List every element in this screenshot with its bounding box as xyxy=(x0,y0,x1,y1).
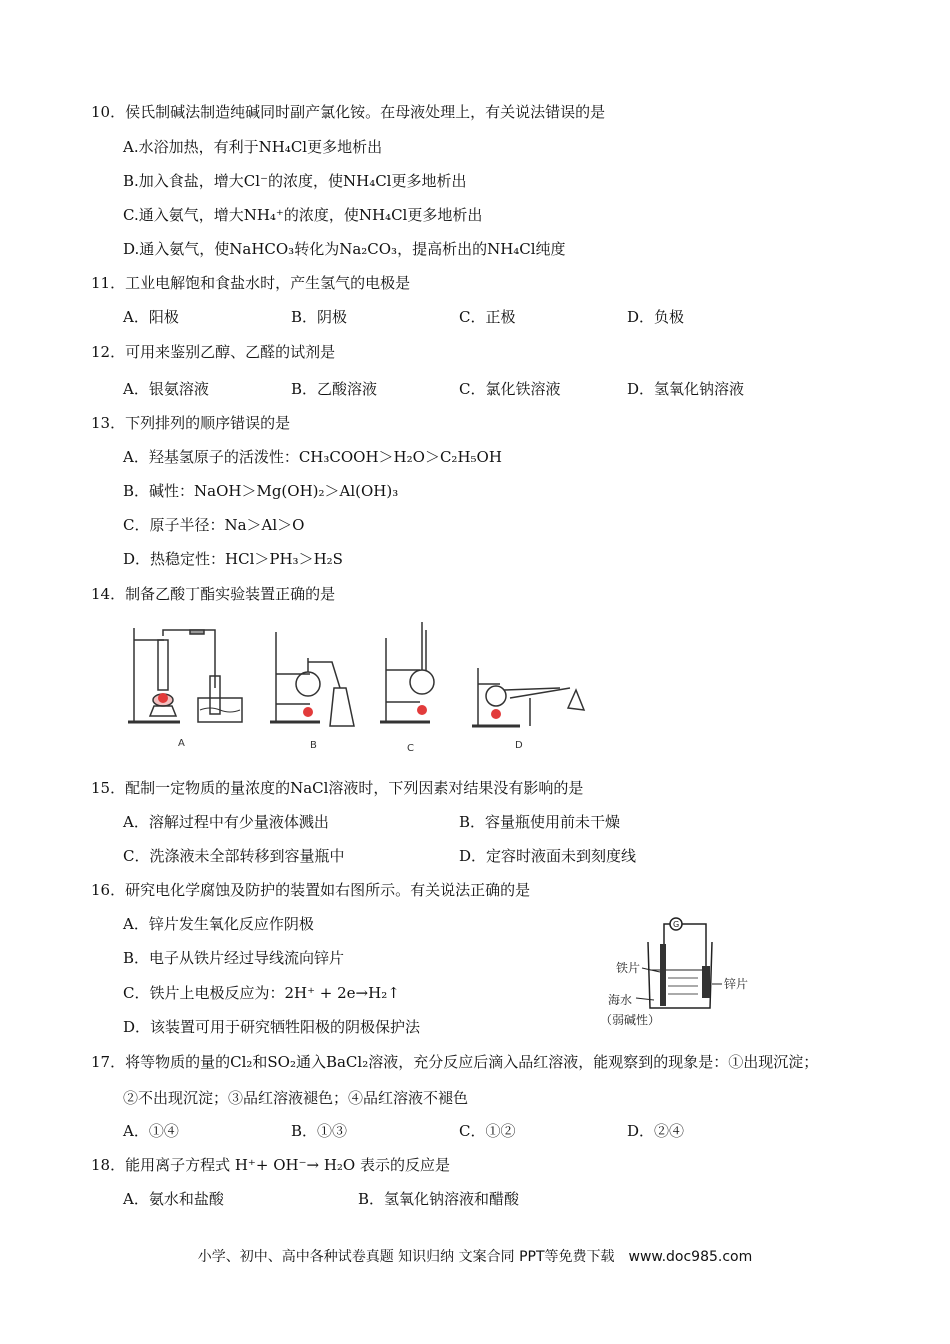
q10-option-a: A.水浴加热，有利于NH₄Cl更多地析出 xyxy=(123,138,383,156)
q16-option-d: D．该装置可用于研究牺牲阳极的阴极保护法 xyxy=(123,1018,421,1036)
q17-option-a: A．①④ xyxy=(123,1122,179,1140)
apparatus-label-a: A xyxy=(178,738,185,749)
q14-stem: 14．制备乙酸丁酯实验装置正确的是 xyxy=(91,585,336,603)
q11-option-a: A．阳极 xyxy=(123,308,179,326)
q15-option-d: D．定容时液面未到刻度线 xyxy=(459,847,637,865)
q10-stem: 10．侯氏制碱法制造纯碱同时副产氯化铵。在母液处理上，有关说法错误的是 xyxy=(91,103,606,121)
footer-banner: 小学、初中、高中各种试卷真题 知识归纳 文案合同 PPT等免费下载 www.doc985.com xyxy=(197,1249,753,1265)
apparatus-b-flame xyxy=(303,707,313,717)
q15-option-c: C．洗涤液未全部转移到容量瓶中 xyxy=(123,847,345,865)
q18-stem: 18．能用离子方程式 H⁺+ OH⁻→ H₂O 表示的反应是 xyxy=(91,1156,450,1174)
q13-option-d: D．热稳定性：HCl＞PH₃＞H₂S xyxy=(123,550,343,568)
q11-stem: 11．工业电解饱和食盐水时，产生氢气的电极是 xyxy=(91,274,411,292)
q16-option-c: C．铁片上电极反应为：2H⁺ + 2e→H₂↑ xyxy=(123,984,400,1002)
q15-option-a: A．溶解过程中有少量液体溅出 xyxy=(123,813,329,831)
galvanometer-label: G xyxy=(673,920,680,929)
apparatus-label-d: D xyxy=(515,740,523,751)
q12-option-d: D．氢氧化钠溶液 xyxy=(627,380,745,398)
q10-option-d: D.通入氨气，使NaHCO₃转化为Na₂CO₃，提高析出的NH₄Cl纯度 xyxy=(123,240,566,258)
q13-option-b: B．碱性：NaOH＞Mg(OH)₂＞Al(OH)₃ xyxy=(123,482,399,500)
q15-stem: 15．配制一定物质的量浓度的NaCl溶液时，下列因素对结果没有影响的是 xyxy=(91,779,584,797)
apparatus-d-flame xyxy=(491,709,501,719)
q11-option-d: D．负极 xyxy=(627,308,685,326)
q12-option-a: A．银氨溶液 xyxy=(123,380,209,398)
apparatus-a-flame xyxy=(158,693,168,703)
seawater-label: 海水 xyxy=(608,993,633,1007)
iron-plate xyxy=(660,944,666,1006)
q14-apparatus-figure xyxy=(120,618,590,758)
q11-option-c: C．正极 xyxy=(459,308,516,326)
q13-option-a: A．羟基氢原子的活泼性：CH₃COOH＞H₂O＞C₂H₅OH xyxy=(123,448,502,466)
q18-option-a: A．氨水和盐酸 xyxy=(123,1190,224,1208)
q12-option-b: B．乙酸溶液 xyxy=(291,380,378,398)
apparatus-c-flame xyxy=(417,705,427,715)
apparatus-label-c: C xyxy=(407,743,414,754)
q10-option-b: B.加入食盐，增大Cl⁻的浓度，使NH₄Cl更多地析出 xyxy=(123,172,467,190)
q11-option-b: B．阴极 xyxy=(291,308,348,326)
q17-option-b: B．①③ xyxy=(291,1122,348,1140)
q10-option-c: C.通入氨气，增大NH₄⁺的浓度，使NH₄Cl更多地析出 xyxy=(123,206,483,224)
zinc-plate xyxy=(702,966,710,998)
q13-stem: 13．下列排列的顺序错误的是 xyxy=(91,414,291,432)
q17-stem: 17．将等物质的量的Cl₂和SO₂通入BaCl₂溶液，充分反应后滴入品红溶液，能观察到的现象是：①出现沉淀； xyxy=(91,1053,819,1071)
q16-option-a: A．锌片发生氧化反应作阴极 xyxy=(123,915,314,933)
apparatus-label-b: B xyxy=(310,740,317,751)
q17-option-c: C．①② xyxy=(459,1122,516,1140)
q12-stem: 12．可用来鉴别乙醇、乙醛的试剂是 xyxy=(91,343,336,361)
q15-option-b: B．容量瓶使用前未干燥 xyxy=(459,813,621,831)
q17-option-d: D．②④ xyxy=(627,1122,685,1140)
q16-electrochemistry-figure xyxy=(600,912,758,1032)
weak-alkaline-label: （弱碱性） xyxy=(600,1013,661,1027)
q12-option-c: C．氯化铁溶液 xyxy=(459,380,561,398)
q13-option-c: C．原子半径：Na＞Al＞O xyxy=(123,516,305,534)
zinc-label: 锌片 xyxy=(724,977,749,991)
q17-stem-continued: ②不出现沉淀；③品红溶液褪色；④品红溶液不褪色 xyxy=(123,1089,469,1107)
q16-stem: 16．研究电化学腐蚀及防护的装置如右图所示。有关说法正确的是 xyxy=(91,881,531,899)
q16-option-b: B．电子从铁片经过导线流向锌片 xyxy=(123,949,345,967)
iron-label: 铁片 xyxy=(616,961,641,975)
q18-option-b: B．氢氧化钠溶液和醋酸 xyxy=(358,1190,520,1208)
